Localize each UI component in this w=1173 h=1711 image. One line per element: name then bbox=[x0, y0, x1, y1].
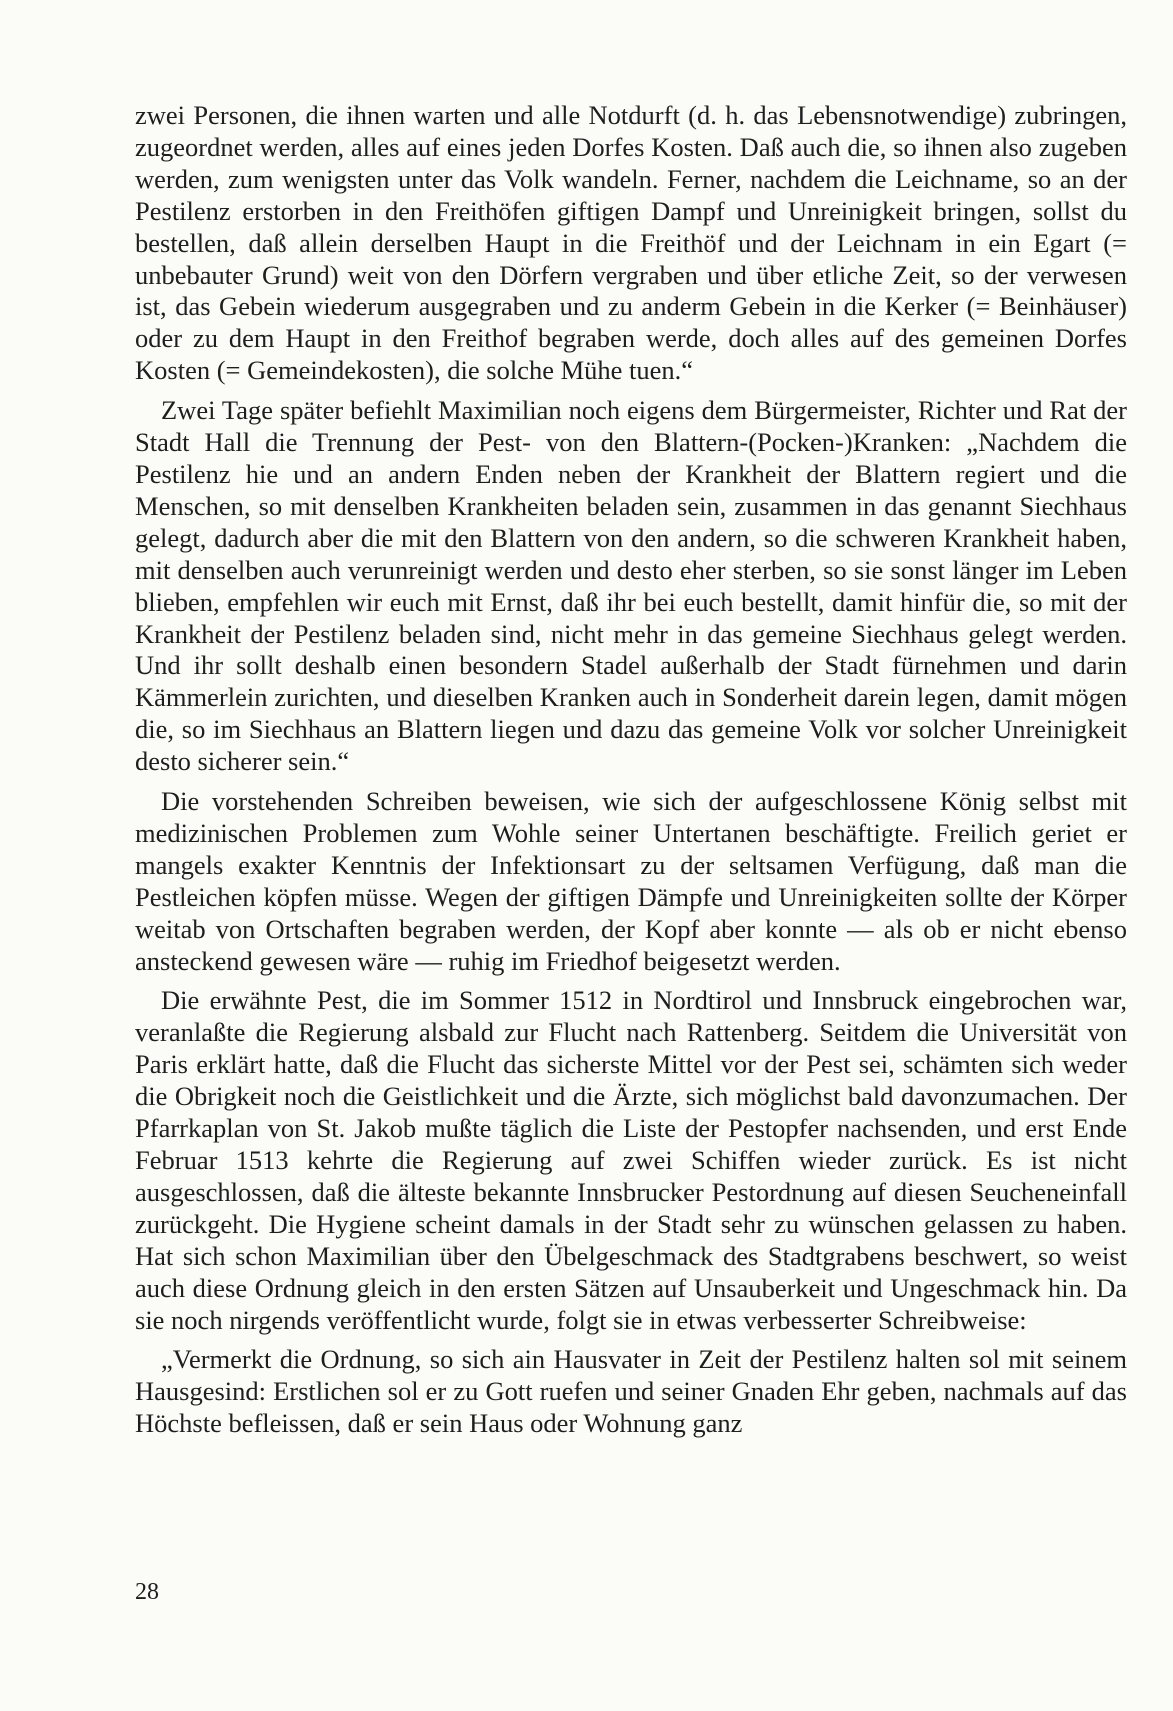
paragraph-pest-ordinance-quote: „Vermerkt die Ordnung, so sich ain Hausvater in Zeit der Pestilenz halten sol mit seinem Hausgesind: Erstlichen sol er zu Gott ruefen und seiner Gnaden Ehr geben, nachmals auf das Höchste befleissen, daß er sein Haus oder Wohnung ganz bbox=[135, 1344, 1127, 1439]
paragraph-innsbruck-plague-1512: Die erwähnte Pest, die im Sommer 1512 in Nordtirol und Innsbruck eingebrochen war, veranlaßte die Regierung alsbald zur Flucht nach Rattenberg. Seitdem die Universität von Paris erklärt hatte, daß die Flucht das sicherste Mittel vor der Pest sei, schämten sich weder die Obrigkeit noch die Geistlichkeit und die Ärzte, sich möglichst bald davonzumachen. Der Pfarrkaplan von St. Jakob mußte täglich die Liste der Pestopfer nachsenden, und erst Ende Februar 1513 kehrte die Regierung auf zwei Schiffen wieder zurück. Es ist nicht ausgeschlossen, daß die älteste bekannte Innsbrucker Pestordnung auf diesen Seucheneinfall zurückgeht. Die Hygiene scheint damals in der Stadt sehr zu wünschen gelassen zu haben. Hat sich schon Maximilian über den Übelgeschmack des Stadtgrabens beschwert, so weist auch diese Ordnung gleich in den ersten Sätzen auf Unsauberkeit und Ungeschmack hin. Da sie noch nirgends veröffentlicht wurde, folgt sie in etwas verbesserter Schreibweise: bbox=[135, 985, 1127, 1335]
page-body bbox=[135, 100, 1127, 1440]
page-number: 28 bbox=[135, 1579, 159, 1605]
paragraph-king-commentary: Die vorstehenden Schreiben beweisen, wie sich der aufgeschlossene König selbst mit medizinischen Problemen zum Wohle seiner Untertanen beschäftigte. Freilich geriet er mangels exakter Kenntnis der Infektionsart zu der seltsamen Verfügung, daß man die Pestleichen köpfen müsse. Wegen der giftigen Dämpfe und Unreinigkeiten sollte der Körper weitab von Ortschaften begraben werden, der Kopf aber konnte — als ob er nicht ebenso ansteckend gewesen wäre — ruhig im Friedhof beigesetzt werden. bbox=[135, 786, 1127, 976]
paragraph-plague-burial-order: zwei Personen, die ihnen warten und alle Notdurft (d. h. das Lebensnotwendige) zubringen, zugeordnet werden, alles auf eines jeden Dorfes Kosten. Daß auch die, so ihnen also zugeben werden, zum wenigsten unter das Volk wandeln. Ferner, nachdem die Leichname, so an der Pestilenz erstorben in den Freithöfen giftigen Dampf und Unreinigkeit bringen, sollst du bestellen, daß allein derselben Haupt in die Freithöf und der Leichnam in ein Egart (= unbebauter Grund) weit von den Dörfern vergraben und über etliche Zeit, so der verwesen ist, das Gebein wiederum ausgegraben und zu anderm Gebein in die Kerker (= Beinhäuser) oder zu dem Haupt in den Freithof begraben werde, doch alles auf des gemeinen Dorfes Kosten (= Gemeindekosten), die solche Mühe tuen.“ bbox=[135, 100, 1127, 386]
paragraph-hall-separation-order: Zwei Tage später befiehlt Maximilian noch eigens dem Bürgermeister, Richter und Rat der Stadt Hall die Trennung der Pest- von den Blattern-(Pocken-)Kranken: „Nachdem die Pestilenz hie und an andern Enden neben der Krankheit der Blattern regiert und die Menschen, so mit denselben Krankheiten beladen sein, zusammen in das genannt Siechhaus gelegt, dadurch aber die mit den Blattern von den andern, so die schweren Krankheit haben, mit denselben auch verunreinigt werden und desto eher sterben, so sie sonst länger im Leben blieben, empfehlen wir euch mit Ernst, daß ihr bei euch bestellt, damit hinfür die, so mit der Krankheit der Pestilenz beladen sind, nicht mehr in das gemeine Siechhaus gelegt werden. Und ihr sollt deshalb einen besondern Stadel außerhalb der Stadt fürnehmen und darin Kämmerlein zurichten, und dieselben Kranken auch in Sonderheit darein legen, damit mögen die, so im Siechhaus an Blattern liegen und dazu das gemeine Volk vor solcher Unreinigkeit desto sicherer sein.“ bbox=[135, 395, 1127, 777]
